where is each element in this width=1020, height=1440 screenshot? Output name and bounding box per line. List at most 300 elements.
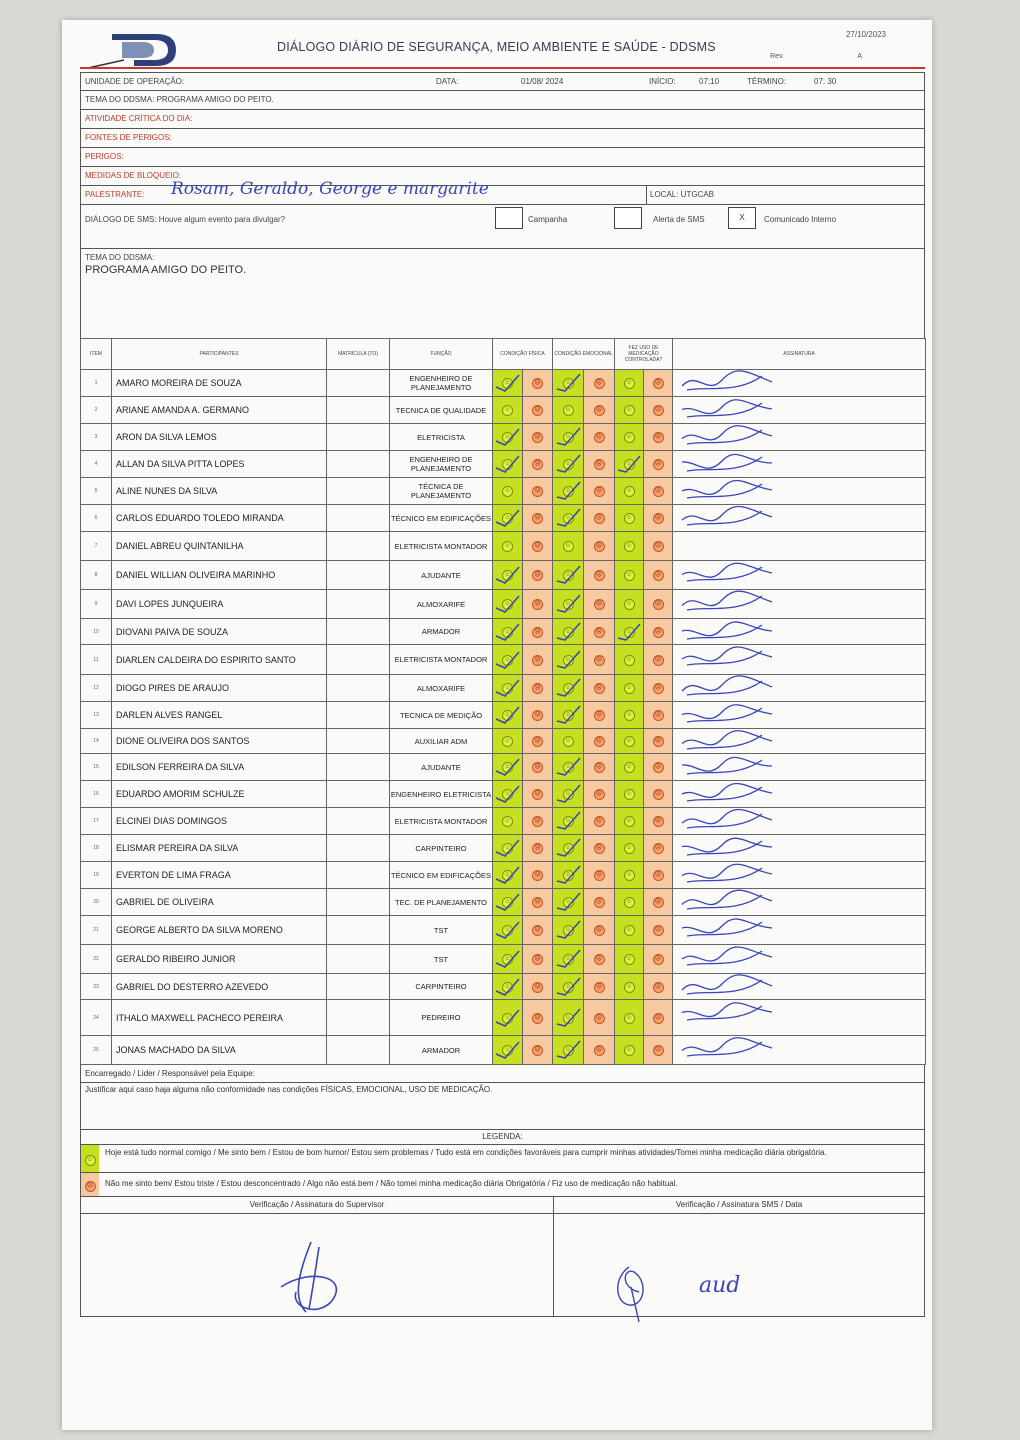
check-mark: [553, 947, 583, 971]
legenda-bad-text: Não me sinto bem/ Estou triste / Estou desconcentrado / Algo não está bem / Não tomei minha medicação diária Obrigatória / Fiz uso de medicação não habitual.: [105, 1179, 678, 1188]
participant-signature: [677, 914, 787, 944]
smiley-fisica-cell[interactable]: [493, 478, 523, 505]
smiley-emocional-cell[interactable]: [553, 424, 584, 451]
smiley-icon: ☺: [563, 405, 574, 416]
frown-fisica-cell[interactable]: [523, 1000, 553, 1036]
check-mark: [493, 1006, 523, 1030]
smiley-emocional-cell[interactable]: [553, 451, 584, 478]
smiley-fisica-cell[interactable]: [493, 702, 523, 729]
smiley-icon: ☺: [563, 486, 574, 497]
table-row: [81, 478, 926, 505]
smiley-icon: ☺: [502, 710, 513, 721]
smiley-fisica-cell[interactable]: [493, 561, 523, 590]
atividade-row: ATIVIDADE CRÍTICA DO DIA:: [80, 110, 925, 129]
comunicado-checkbox[interactable]: X: [728, 207, 756, 229]
participant-role: TST: [390, 916, 493, 945]
check-mark: [493, 782, 523, 806]
frown-medicacao-cell[interactable]: [644, 645, 673, 675]
smiley-fisica-cell[interactable]: [493, 1036, 523, 1065]
participant-name: AMARO MOREIRA DE SOUZA: [112, 370, 327, 397]
smiley-icon: ☺: [624, 982, 635, 993]
participant-name: CARLOS EDUARDO TOLEDO MIRANDA: [112, 505, 327, 532]
smiley-fisica-cell[interactable]: [493, 754, 523, 781]
frown-icon: ☹: [532, 627, 543, 638]
frown-emocional-cell[interactable]: [584, 781, 615, 808]
verif-supervisor-label: Verificação / Assinatura do Supervisor: [81, 1197, 554, 1214]
check-mark: [553, 809, 583, 833]
smiley-fisica-cell[interactable]: [493, 945, 523, 974]
participant-role: ELETRICISTA: [390, 424, 493, 451]
table-row: [81, 889, 926, 916]
signature-cell: [673, 702, 926, 729]
smiley-emocional-cell[interactable]: [553, 729, 584, 754]
check-mark: [493, 947, 523, 971]
smiley-medicacao-cell[interactable]: [615, 561, 644, 590]
smiley-icon: ☺: [502, 459, 513, 470]
frown-fisica-cell[interactable]: [523, 754, 553, 781]
frown-emocional-cell[interactable]: [584, 808, 615, 835]
participants-table: [80, 338, 926, 1065]
smiley-emocional-cell[interactable]: [553, 675, 584, 702]
smiley-medicacao-cell[interactable]: [615, 702, 644, 729]
frown-fisica-cell[interactable]: [523, 505, 553, 532]
smiley-medicacao-cell[interactable]: [615, 397, 644, 424]
smiley-icon: ☺: [563, 816, 574, 827]
row-number: 23: [81, 974, 112, 1000]
participant-name: ELCINEI DIAS DOMINGOS: [112, 808, 327, 835]
frown-medicacao-cell[interactable]: [644, 451, 673, 478]
participant-name: GABRIEL DO DESTERRO AZEVEDO: [112, 974, 327, 1000]
check-mark: [493, 592, 523, 616]
smiley-emocional-cell[interactable]: [553, 645, 584, 675]
termino-label: TÉRMINO:: [747, 77, 787, 86]
smiley-fisica-cell[interactable]: [493, 729, 523, 754]
frown-fisica-cell[interactable]: [523, 729, 553, 754]
table-row: [81, 974, 926, 1000]
participant-name: ALLAN DA SILVA PITTA LOPES: [112, 451, 327, 478]
signature-cell: [673, 424, 926, 451]
participant-role: ELETRICISTA MONTADOR: [390, 808, 493, 835]
smiley-icon: ☺: [624, 1045, 635, 1056]
frown-medicacao-cell[interactable]: [644, 702, 673, 729]
smiley-fisica-cell[interactable]: [493, 532, 523, 561]
supervisor-signature: [271, 1237, 361, 1317]
frown-emocional-cell[interactable]: [584, 754, 615, 781]
frown-fisica-cell[interactable]: [523, 974, 553, 1000]
smiley-fisica-cell[interactable]: [493, 1000, 523, 1036]
frown-fisica-cell[interactable]: [523, 478, 553, 505]
frown-medicacao-cell[interactable]: [644, 505, 673, 532]
legenda-ok-text: Hoje está tudo normal comigo / Me sinto bem / Estou de bom humor/ Estou sem problemas / Tudo está em condições favoráveis para cumprir minhas atividades/Tomei minha medicação diária obrigatória.: [105, 1148, 827, 1157]
frown-icon: ☹: [594, 870, 605, 881]
smiley-emocional-cell[interactable]: [553, 945, 584, 974]
frown-icon: ☹: [532, 459, 543, 470]
smiley-fisica-cell[interactable]: [493, 451, 523, 478]
frown-medicacao-cell[interactable]: [644, 675, 673, 702]
smiley-emocional-cell[interactable]: [553, 754, 584, 781]
frown-fisica-cell[interactable]: [523, 532, 553, 561]
verification-box: [80, 1197, 925, 1317]
smiley-medicacao-cell[interactable]: [615, 1000, 644, 1036]
frown-icon: ☹: [594, 405, 605, 416]
frown-medicacao-cell[interactable]: [644, 619, 673, 645]
smiley-fisica-cell[interactable]: [493, 862, 523, 889]
frown-icon: ☹: [532, 513, 543, 524]
alerta-checkbox[interactable]: [614, 207, 642, 229]
frown-emocional-cell[interactable]: [584, 889, 615, 916]
smiley-fisica-cell[interactable]: [493, 424, 523, 451]
frown-fisica-cell[interactable]: [523, 808, 553, 835]
dialogo-label: DIÁLOGO DE SMS: Houve algum evento para divulgar?: [85, 215, 286, 224]
frown-medicacao-cell[interactable]: [644, 862, 673, 889]
smiley-medicacao-cell[interactable]: [615, 808, 644, 835]
matricula-cell: [327, 889, 390, 916]
frown-medicacao-cell[interactable]: [644, 729, 673, 754]
frown-icon: ☹: [653, 599, 664, 610]
participant-signature: [677, 503, 787, 533]
data-value: 01/08/ 2024: [521, 77, 564, 86]
frown-fisica-cell[interactable]: [523, 916, 553, 945]
check-mark: [553, 703, 583, 727]
check-mark: [553, 648, 583, 672]
frown-emocional-cell[interactable]: [584, 590, 615, 619]
header-funcao: FUNÇÃO: [390, 339, 493, 370]
table-row: [81, 835, 926, 862]
smiley-emocional-cell[interactable]: [553, 397, 584, 424]
smiley-fisica-cell[interactable]: [493, 675, 523, 702]
frown-medicacao-cell[interactable]: [644, 478, 673, 505]
participant-signature: [677, 1034, 787, 1064]
justificar-row: Justificar aqui caso haja alguma não conformidade nas condições FÍSICAS, EMOCIONAL, USO DE MEDICAÇÃO.: [80, 1083, 925, 1130]
participant-role: ARMADOR: [390, 619, 493, 645]
smiley-medicacao-cell[interactable]: [615, 754, 644, 781]
row-number: 24: [81, 1000, 112, 1036]
participant-signature: [677, 476, 787, 506]
smiley-emocional-cell[interactable]: [553, 532, 584, 561]
check-mark: [493, 425, 523, 449]
smiley-medicacao-cell[interactable]: [615, 451, 644, 478]
smiley-medicacao-cell[interactable]: [615, 1036, 644, 1065]
frown-fisica-cell[interactable]: [523, 645, 553, 675]
smiley-fisica-cell[interactable]: [493, 645, 523, 675]
smiley-medicacao-cell[interactable]: [615, 619, 644, 645]
smiley-medicacao-cell[interactable]: [615, 478, 644, 505]
signature-cell: [673, 754, 926, 781]
frown-medicacao-cell[interactable]: [644, 590, 673, 619]
row-number: 5: [81, 478, 112, 505]
smiley-medicacao-cell[interactable]: [615, 835, 644, 862]
frown-icon: ☹: [653, 736, 664, 747]
participant-name: DAVI LOPES JUNQUEIRA: [112, 590, 327, 619]
smiley-icon: ☺: [624, 925, 635, 936]
check-mark: [614, 620, 644, 644]
smiley-icon: ☺: [624, 513, 635, 524]
table-row: [81, 862, 926, 889]
row-number: 7: [81, 532, 112, 561]
smiley-icon: ☺: [624, 459, 635, 470]
tema-block: [80, 249, 925, 339]
smiley-icon: ☺: [502, 432, 513, 443]
smiley-fisica-cell[interactable]: [493, 889, 523, 916]
frown-icon: ☹: [594, 1045, 605, 1056]
frown-fisica-cell[interactable]: [523, 590, 553, 619]
frown-icon: ☹: [594, 570, 605, 581]
frown-fisica-cell[interactable]: [523, 835, 553, 862]
frown-emocional-cell[interactable]: [584, 505, 615, 532]
participant-signature: [677, 643, 787, 673]
signature-cell: [673, 397, 926, 424]
participant-role: ELETRICISTA MONTADOR: [390, 532, 493, 561]
smiley-icon: ☺: [624, 405, 635, 416]
matricula-cell: [327, 1000, 390, 1036]
frown-emocional-cell[interactable]: [584, 945, 615, 974]
participant-signature: [677, 860, 787, 890]
smiley-medicacao-cell[interactable]: [615, 424, 644, 451]
participant-name: GABRIEL DE OLIVEIRA: [112, 889, 327, 916]
frown-emocional-cell[interactable]: [584, 729, 615, 754]
smiley-icon: ☺: [563, 541, 574, 552]
frown-emocional-cell[interactable]: [584, 451, 615, 478]
smiley-icon: ☺: [624, 683, 635, 694]
frown-icon: ☹: [594, 816, 605, 827]
frown-medicacao-cell[interactable]: [644, 370, 673, 397]
smiley-fisica-cell[interactable]: [493, 397, 523, 424]
smiley-medicacao-cell[interactable]: [615, 974, 644, 1000]
frown-emocional-cell[interactable]: [584, 835, 615, 862]
check-mark: [493, 836, 523, 860]
matricula-cell: [327, 754, 390, 781]
smiley-medicacao-cell[interactable]: [615, 945, 644, 974]
smiley-emocional-cell[interactable]: [553, 590, 584, 619]
check-mark: [493, 563, 523, 587]
frown-icon: ☹: [594, 925, 605, 936]
smiley-icon: ☺: [624, 816, 635, 827]
frown-fisica-cell[interactable]: [523, 889, 553, 916]
smiley-medicacao-cell[interactable]: [615, 781, 644, 808]
frown-emocional-cell[interactable]: [584, 974, 615, 1000]
smiley-medicacao-cell[interactable]: [615, 729, 644, 754]
participant-signature: [677, 395, 787, 425]
smiley-medicacao-cell[interactable]: [615, 862, 644, 889]
frown-emocional-cell[interactable]: [584, 397, 615, 424]
frown-fisica-cell[interactable]: [523, 451, 553, 478]
smiley-medicacao-cell[interactable]: [615, 532, 644, 561]
smiley-icon: ☺: [502, 570, 513, 581]
frown-emocional-cell[interactable]: [584, 478, 615, 505]
inicio-value: 07:10: [699, 77, 720, 86]
smiley-fisica-cell[interactable]: [493, 781, 523, 808]
smiley-emocional-cell[interactable]: [553, 702, 584, 729]
frown-emocional-cell[interactable]: [584, 1036, 615, 1065]
frown-emocional-cell[interactable]: [584, 702, 615, 729]
check-mark: [553, 1006, 583, 1030]
frown-fisica-cell[interactable]: [523, 397, 553, 424]
frown-medicacao-cell[interactable]: [644, 945, 673, 974]
check-mark: [553, 620, 583, 644]
frown-icon: ☹: [594, 789, 605, 800]
frown-medicacao-cell[interactable]: [644, 754, 673, 781]
frown-fisica-cell[interactable]: [523, 424, 553, 451]
frown-medicacao-cell[interactable]: [644, 781, 673, 808]
smiley-fisica-cell[interactable]: [493, 370, 523, 397]
frown-medicacao-cell[interactable]: [644, 916, 673, 945]
signature-cell: [673, 675, 926, 702]
frown-emocional-cell[interactable]: [584, 561, 615, 590]
participant-name: GEORGE ALBERTO DA SILVA MORENO: [112, 916, 327, 945]
frown-emocional-cell[interactable]: [584, 1000, 615, 1036]
participant-role: AJUDANTE: [390, 754, 493, 781]
participant-signature: [677, 943, 787, 973]
smiley-medicacao-cell[interactable]: [615, 675, 644, 702]
smiley-icon: ☺: [624, 870, 635, 881]
smiley-icon: ☺: [563, 925, 574, 936]
frown-emocional-cell[interactable]: [584, 645, 615, 675]
row-number: 17: [81, 808, 112, 835]
smiley-emocional-cell[interactable]: [553, 889, 584, 916]
smiley-icon: ☺: [502, 378, 513, 389]
frown-fisica-cell[interactable]: [523, 675, 553, 702]
participant-signature: [677, 449, 787, 479]
frown-medicacao-cell[interactable]: [644, 532, 673, 561]
smiley-emocional-cell[interactable]: [553, 862, 584, 889]
table-row: [81, 781, 926, 808]
frown-medicacao-cell[interactable]: [644, 808, 673, 835]
frown-icon: ☹: [532, 843, 543, 854]
row-number: 25: [81, 1036, 112, 1065]
smiley-medicacao-cell[interactable]: [615, 889, 644, 916]
participant-name: JONAS MACHADO DA SILVA: [112, 1036, 327, 1065]
participant-name: ARON DA SILVA LEMOS: [112, 424, 327, 451]
participant-signature: [677, 779, 787, 809]
smiley-icon: ☺: [563, 513, 574, 524]
smiley-fisica-cell[interactable]: [493, 590, 523, 619]
frown-icon: ☹: [594, 897, 605, 908]
smiley-icon: ☺: [563, 1045, 574, 1056]
smiley-fisica-cell[interactable]: [493, 808, 523, 835]
smiley-icon: ☺: [563, 710, 574, 721]
frown-emocional-cell[interactable]: [584, 675, 615, 702]
frown-fisica-cell[interactable]: [523, 945, 553, 974]
smiley-icon: ☺: [624, 570, 635, 581]
smiley-icon: ☺: [624, 655, 635, 666]
campanha-checkbox[interactable]: [495, 207, 523, 229]
smiley-emocional-cell[interactable]: [553, 835, 584, 862]
frown-emocional-cell[interactable]: [584, 619, 615, 645]
matricula-cell: [327, 862, 390, 889]
legenda-ok-row: [80, 1145, 925, 1173]
smiley-icon: ☺: [563, 843, 574, 854]
fontes-row: FONTES DE PERIGOS:: [80, 129, 925, 148]
frown-emocional-cell[interactable]: [584, 370, 615, 397]
participant-role: ENGENHEIRO DE PLANEJAMENTO: [390, 451, 493, 478]
participant-name: DANIEL ABREU QUINTANILHA: [112, 532, 327, 561]
smiley-emocional-cell[interactable]: [553, 478, 584, 505]
check-mark: [553, 563, 583, 587]
frown-emocional-cell[interactable]: [584, 862, 615, 889]
frown-fisica-cell[interactable]: [523, 1036, 553, 1065]
smiley-emocional-cell[interactable]: [553, 808, 584, 835]
smiley-icon: ☺: [502, 655, 513, 666]
smiley-emocional-cell[interactable]: [553, 370, 584, 397]
smiley-emocional-cell[interactable]: [553, 781, 584, 808]
smiley-fisica-cell[interactable]: [493, 505, 523, 532]
frown-emocional-cell[interactable]: [584, 424, 615, 451]
frown-medicacao-cell[interactable]: [644, 1036, 673, 1065]
signature-cell: [673, 561, 926, 590]
frown-medicacao-cell[interactable]: [644, 889, 673, 916]
frown-medicacao-cell[interactable]: [644, 561, 673, 590]
row-number: 15: [81, 754, 112, 781]
row-number: 8: [81, 561, 112, 590]
smiley-fisica-cell[interactable]: [493, 974, 523, 1000]
matricula-cell: [327, 451, 390, 478]
participant-role: TÉCNICA DE PLANEJAMENTO: [390, 478, 493, 505]
smiley-emocional-cell[interactable]: [553, 1036, 584, 1065]
participant-role: PEDREIRO: [390, 1000, 493, 1036]
frown-icon: ☹: [653, 541, 664, 552]
smiley-emocional-cell[interactable]: [553, 561, 584, 590]
smiley-emocional-cell[interactable]: [553, 916, 584, 945]
frown-icon: ☹: [653, 897, 664, 908]
frown-emocional-cell[interactable]: [584, 532, 615, 561]
frown-medicacao-cell[interactable]: [644, 1000, 673, 1036]
frown-medicacao-cell[interactable]: [644, 974, 673, 1000]
smiley-emocional-cell[interactable]: [553, 974, 584, 1000]
table-row: [81, 370, 926, 397]
data-label: DATA:: [436, 77, 459, 86]
smiley-fisica-cell[interactable]: [493, 619, 523, 645]
frown-icon: ☹: [653, 925, 664, 936]
smiley-emocional-cell[interactable]: [553, 1000, 584, 1036]
frown-fisica-cell[interactable]: [523, 561, 553, 590]
frown-fisica-cell[interactable]: [523, 370, 553, 397]
frown-medicacao-cell[interactable]: [644, 397, 673, 424]
frown-icon: ☹: [532, 599, 543, 610]
frown-fisica-cell[interactable]: [523, 619, 553, 645]
smiley-medicacao-cell[interactable]: [615, 505, 644, 532]
check-mark: [493, 975, 523, 999]
frown-medicacao-cell[interactable]: [644, 424, 673, 451]
smiley-medicacao-cell[interactable]: [615, 645, 644, 675]
frown-icon: ☹: [532, 1013, 543, 1024]
frown-icon: ☹: [594, 683, 605, 694]
signature-cell: [673, 645, 926, 675]
matricula-cell: [327, 619, 390, 645]
frown-fisica-cell[interactable]: [523, 781, 553, 808]
dialogo-row: [80, 205, 925, 249]
smiley-icon: ☺: [624, 627, 635, 638]
smiley-icon: ☺: [563, 870, 574, 881]
frown-icon: ☹: [532, 655, 543, 666]
frown-medicacao-cell[interactable]: [644, 835, 673, 862]
row-number: 18: [81, 835, 112, 862]
check-mark: [553, 506, 583, 530]
smiley-medicacao-cell[interactable]: [615, 590, 644, 619]
table-row: [81, 397, 926, 424]
smiley-emocional-cell[interactable]: [553, 619, 584, 645]
smiley-fisica-cell[interactable]: [493, 835, 523, 862]
check-mark: [493, 620, 523, 644]
smiley-icon: ☺: [563, 982, 574, 993]
smiley-fisica-cell[interactable]: [493, 916, 523, 945]
frown-fisica-cell[interactable]: [523, 862, 553, 889]
frown-fisica-cell[interactable]: [523, 702, 553, 729]
smiley-medicacao-cell[interactable]: [615, 916, 644, 945]
smiley-emocional-cell[interactable]: [553, 505, 584, 532]
header-divider: [80, 67, 925, 69]
frown-emocional-cell[interactable]: [584, 916, 615, 945]
smiley-medicacao-cell[interactable]: [615, 370, 644, 397]
